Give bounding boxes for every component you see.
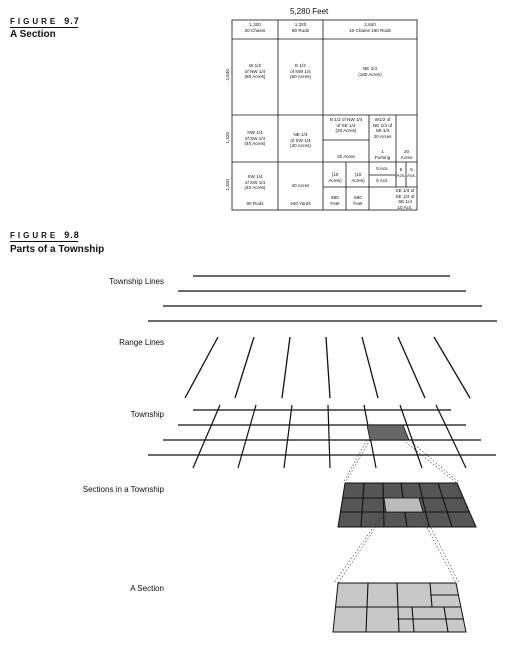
range-lines-group xyxy=(185,337,470,398)
tw-v7 xyxy=(436,405,466,468)
range-line-4 xyxy=(326,337,330,398)
township-grid-group xyxy=(148,405,496,468)
side-label-2640: 2,640 xyxy=(224,69,230,81)
cell-660-feet-b: 660 Feet xyxy=(353,195,363,206)
sections-grid-group xyxy=(338,483,476,527)
label-township: Township xyxy=(130,410,164,419)
cell-10-acres-b: (10 Acres) xyxy=(351,172,365,183)
cell-5-acs-b: 5 Acs. xyxy=(376,178,389,183)
label-sections-in-township: Sections in a Township xyxy=(82,485,164,494)
cell-se-se: SE 1/4 of SE 1/4 of SE 1/4 10 Acs. xyxy=(395,188,415,210)
range-line-7 xyxy=(434,337,470,398)
highlighted-section xyxy=(367,425,409,440)
figure-9-7-title: A Section xyxy=(10,29,56,40)
figure-word-2: FIGURE xyxy=(10,231,59,240)
cell-sw-sw: SW 1/4 of SW 1/4 (40 Acres) xyxy=(244,174,266,191)
cell-e-half-nw: E 1/2 of NW 1/4 (80 Acres) xyxy=(290,63,311,80)
figure-number-2: 9.8 xyxy=(64,230,80,240)
cell-20-acres-a: 20 Acres xyxy=(337,154,355,159)
label-township-lines: Township Lines xyxy=(109,277,164,286)
figure-number: 9.7 xyxy=(64,16,80,26)
cell-5-acs-c: 5 Acs. xyxy=(396,167,406,178)
tw-v4 xyxy=(328,405,330,468)
tw-v3 xyxy=(284,405,292,468)
range-line-1 xyxy=(185,337,218,398)
cell-w-half-ne-se: W1/2 of NE 1/4 of SE 1/4 20 Acres xyxy=(372,117,393,139)
cell-440-yards: 440 Yards xyxy=(290,201,311,206)
cell-nw-sw: NW 1/4 of SW 1/4 (40 Acres) xyxy=(244,130,266,147)
tw-v2 xyxy=(238,405,256,468)
cell-ne-top-dim: 2,640 40 Chains 160 Rods xyxy=(349,22,391,33)
tw-v1 xyxy=(193,405,220,468)
figure-word: FIGURE xyxy=(10,17,59,26)
a-section-group xyxy=(333,583,466,632)
cell-5-acs-a: 5 Acs. xyxy=(376,166,389,171)
figure-9-8-title: Parts of a Township xyxy=(10,244,105,255)
cell-660-feet-a: 660 Feet xyxy=(330,195,340,206)
township-lines-group xyxy=(148,276,497,321)
cell-nw-top-dim: 1,320 20 Chains xyxy=(244,22,266,33)
cell-w-half-nw: W 1/2 of NW 1/4 (80 Acres) xyxy=(244,63,266,80)
side-label-1320-b: 1,320 xyxy=(224,179,230,191)
section-width-dimension: 5,280 Feet xyxy=(290,7,329,16)
side-label-1320-a: 1,320 xyxy=(224,132,230,144)
range-line-3 xyxy=(282,337,290,398)
cell-5-acs-d: 5 Acs. xyxy=(407,167,416,178)
cell-ne-sw: NE 1/4 of SW 1/4 (40 Acres) xyxy=(290,132,311,149)
range-line-5 xyxy=(362,337,378,398)
cell-ne-nw-top-dim: 1,320 80 Rods xyxy=(291,22,310,33)
label-a-section: A Section xyxy=(130,584,164,593)
highlighted-section-small xyxy=(384,498,423,512)
cell-40-acres: 40 Acres xyxy=(291,183,310,188)
cell-20-acres-b: 20 Acres xyxy=(400,149,413,160)
range-line-2 xyxy=(235,337,254,398)
cell-n-half-nw-se: N 1/2 of NW 1/4 of SE 1/4 (20 Acres) xyxy=(329,117,363,134)
cell-ne-quarter: NE 1/4 (160 Acres) xyxy=(358,66,382,77)
cell-10-acres-a: (10 Acres) xyxy=(328,172,342,183)
cell-80-rods: 80 Rods xyxy=(246,201,264,206)
projection-lines-1 xyxy=(343,440,460,483)
range-line-6 xyxy=(398,337,425,398)
cell-furlong: 1 Furlong xyxy=(374,149,391,160)
label-range-lines: Range Lines xyxy=(119,338,164,347)
